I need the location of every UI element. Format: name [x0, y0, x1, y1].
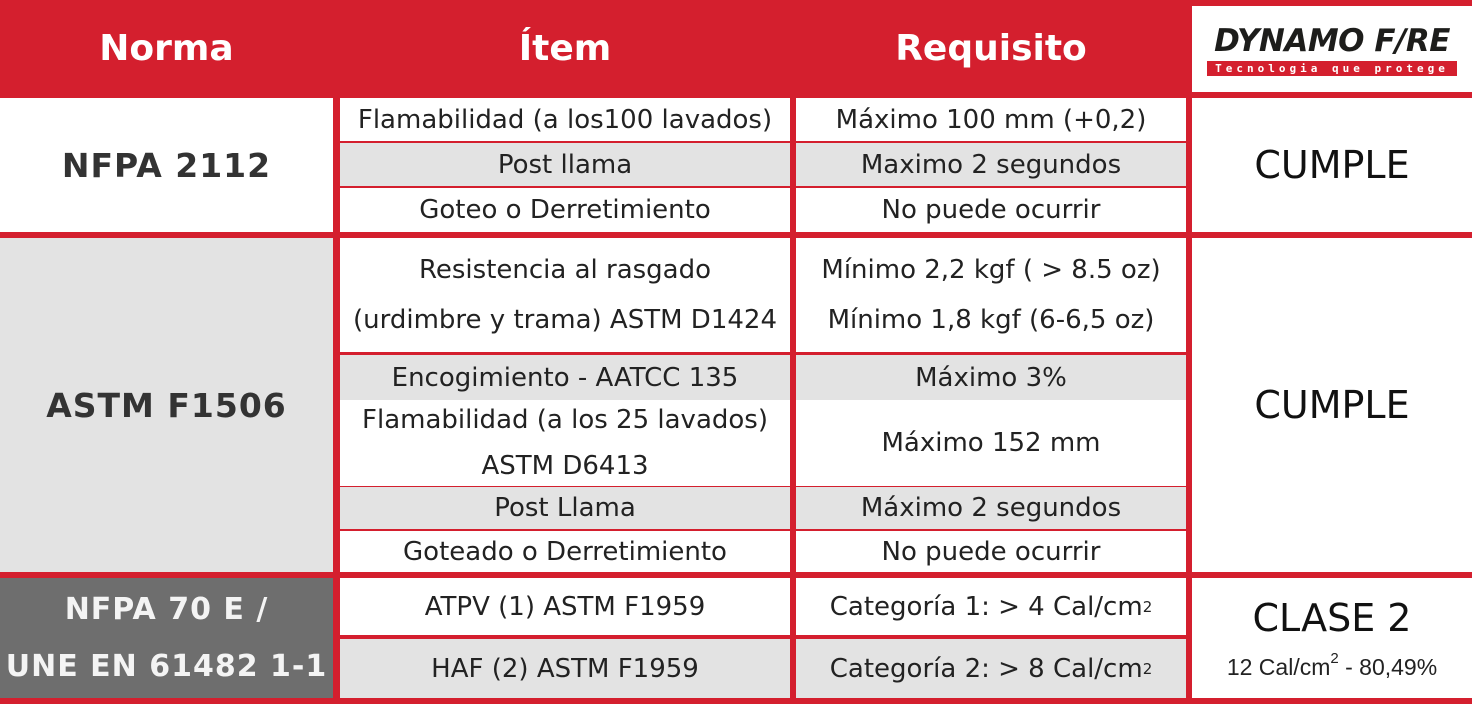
requisito-line: Mínimo 1,8 kgf (6-6,5 oz) [827, 305, 1155, 335]
norma-nfpa-70e [0, 578, 333, 698]
result-detail-tail: - 80,49% [1338, 653, 1438, 680]
requisito-text: Categoría 2: > 8 Cal/cm [829, 653, 1143, 684]
item-cell: Flamabilidad (a los100 lavados) [340, 98, 790, 141]
result-detail-text: 12 Cal/cm [1226, 653, 1331, 680]
item-cell [340, 238, 790, 352]
item-cell: Goteado o Derretimiento [340, 531, 790, 572]
result-nfpa-2112: CUMPLE [1192, 98, 1472, 232]
requisito-cell: No puede ocurrir [796, 188, 1186, 232]
dynamo-fire-logo [1192, 6, 1472, 92]
item-line: Flamabilidad (a los 25 lavados) [362, 405, 768, 435]
requisito-cell: No puede ocurrir [796, 531, 1186, 572]
item-cell: Post llama [340, 143, 790, 186]
result-astm-f1506: CUMPLE [1192, 238, 1472, 572]
superscript: 2 [1330, 649, 1339, 667]
item-cell [340, 400, 790, 486]
requisito-cell: Maximo 2 segundos [796, 143, 1186, 186]
logo-name: DYNAMO F/RE [1214, 22, 1450, 59]
item-cell: Encogimiento - AATCC 135 [340, 355, 790, 400]
norma-line: UNE EN 61482 1-1 [5, 649, 328, 684]
header-norma: Norma [99, 27, 234, 69]
requisito-cell: Máximo 152 mm [796, 400, 1186, 486]
logo-tagline: Tecnologia que protege [1207, 61, 1457, 76]
norma-nfpa-2112: NFPA 2112 [0, 98, 333, 232]
superscript: 2 [1142, 659, 1153, 678]
requisito-cell [796, 238, 1186, 352]
norma-astm-f1506: ASTM F1506 [0, 238, 333, 572]
requisito-cell: Máximo 100 mm (+0,2) [796, 98, 1186, 141]
item-cell: HAF (2) ASTM F1959 [340, 639, 790, 698]
item-line: (urdimbre y trama) ASTM D1424 [353, 305, 777, 335]
superscript: 2 [1142, 597, 1153, 616]
result-clase: CLASE 2 [1252, 595, 1412, 640]
requisito-cell: Máximo 2 segundos [796, 487, 1186, 529]
requisito-text: Categoría 1: > 4 Cal/cm [829, 591, 1143, 622]
item-cell: Goteo o Derretimiento [340, 188, 790, 232]
item-cell: ATPV (1) ASTM F1959 [340, 578, 790, 635]
item-line: ASTM D6413 [481, 451, 649, 481]
requisito-line: Mínimo 2,2 kgf ( > 8.5 oz) [821, 255, 1161, 285]
header-requisito: Requisito [895, 27, 1087, 69]
result-nfpa-70e [1192, 578, 1472, 698]
result-detail [1227, 650, 1437, 681]
header-item: Ítem [518, 27, 612, 69]
item-cell: Post Llama [340, 487, 790, 529]
requisito-cell [796, 639, 1186, 698]
item-line: Resistencia al rasgado [418, 255, 712, 285]
requisito-cell [796, 578, 1186, 635]
requisito-cell: Máximo 3% [796, 355, 1186, 400]
norma-line: NFPA 70 E / [64, 592, 269, 627]
